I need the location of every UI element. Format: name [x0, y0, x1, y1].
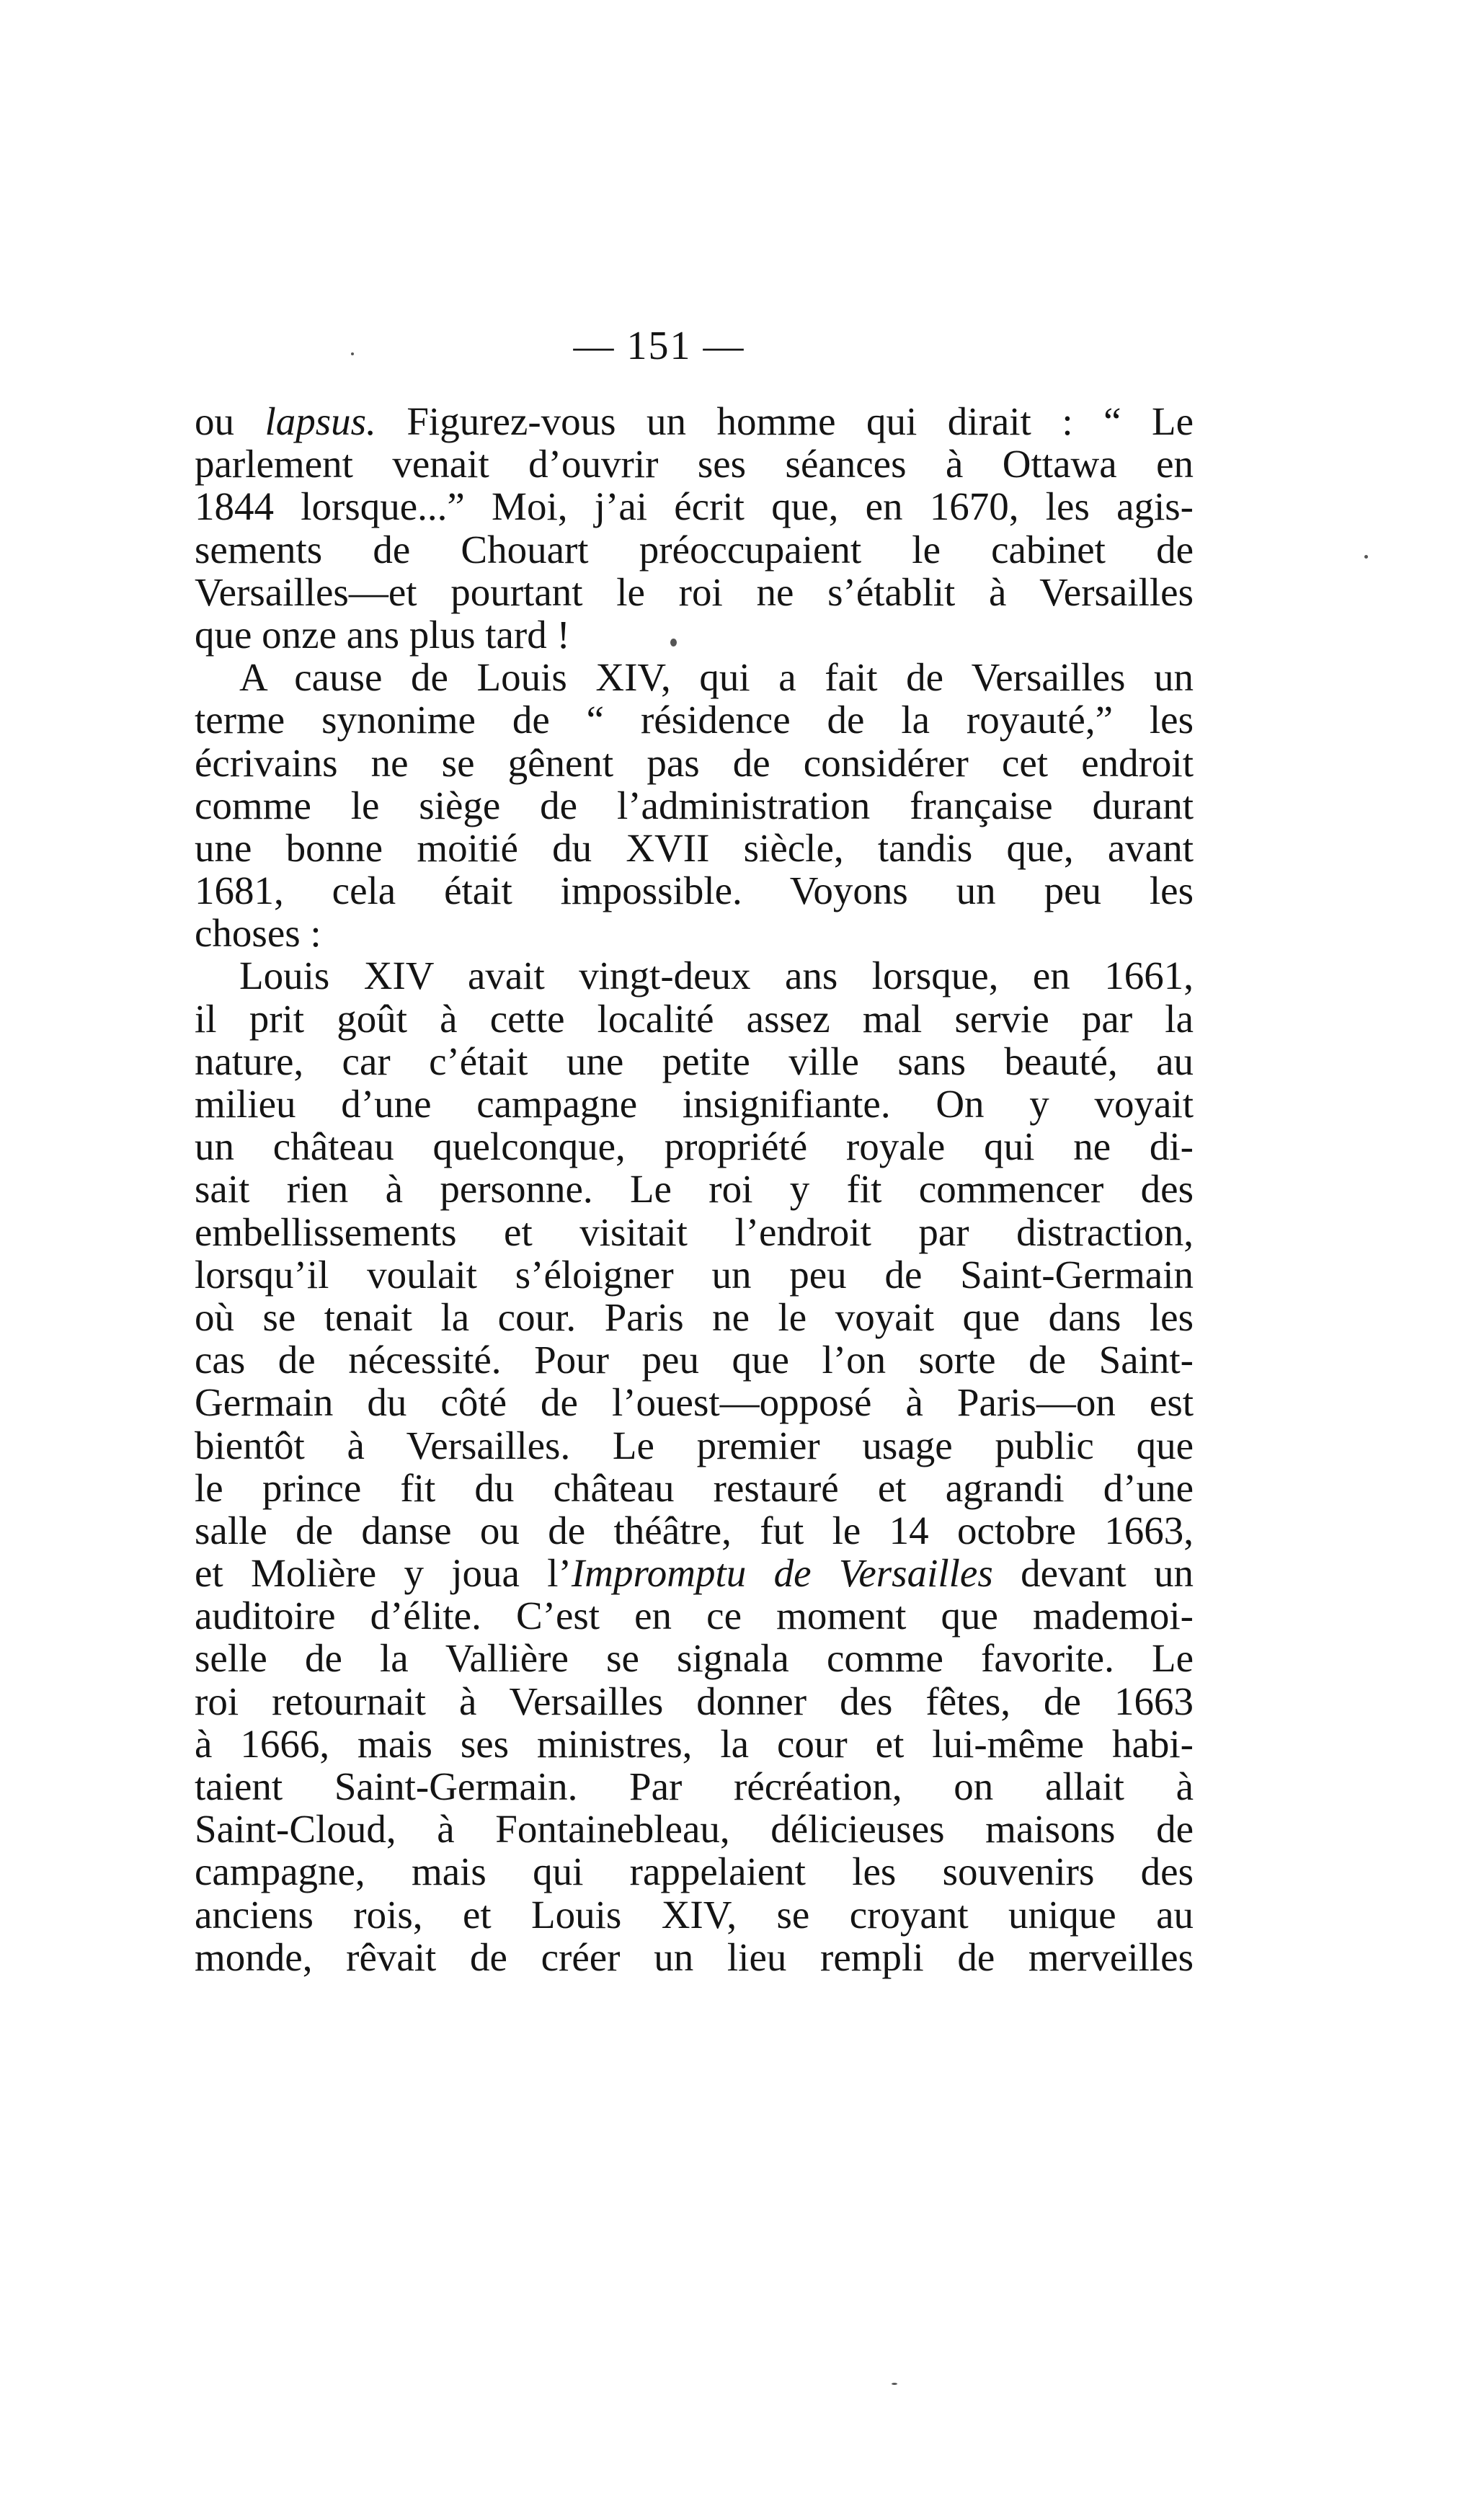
text-segment: sait rien à personne. Le roi y fit commencer des: [195, 1167, 1194, 1212]
text-segment: Versailles—et pourtant le roi ne s’établit à Versailles: [195, 569, 1194, 614]
text-line: [195, 1040, 1194, 1083]
text-line: [195, 613, 1194, 656]
text-line: [195, 1893, 1194, 1936]
text-line: [195, 1253, 1194, 1296]
text-segment: Louis XIV avait vingt-deux ans lorsque, en 1661,: [239, 954, 1194, 998]
text-segment: 1681, cela était impossible. Voyons un peu les: [195, 868, 1194, 913]
text-line: [195, 443, 1194, 485]
text-segment: à 1666, mais ses ministres, la cour et lui-même habi-: [195, 1721, 1194, 1766]
text-segment: anciens rois, et Louis XIV, se croyant unique au: [195, 1892, 1194, 1937]
text-line: [195, 528, 1194, 571]
text-line: [195, 784, 1194, 827]
text-segment: et Molière y joua: [195, 1551, 548, 1596]
text-segment: un château quelconque, propriété royale qui ne di-: [195, 1124, 1194, 1169]
text-line: [195, 1125, 1194, 1168]
text-segment: nature, car c’était une petite ville sans beauté, au: [195, 1039, 1194, 1083]
text-line: [195, 1168, 1194, 1210]
text-segment: selle de la Vallière se signala comme favorite. Le: [195, 1636, 1194, 1681]
text-line: [195, 912, 1194, 954]
text-line: [195, 1211, 1194, 1253]
text-segment: une bonne moitié du XVII siècle, tandis que, avant: [195, 825, 1194, 870]
text-segment: roi retournait à Versailles donner des fêtes, de 1663: [195, 1679, 1194, 1723]
text-segment: que onze ans plus tard !: [195, 612, 570, 657]
text-line: [195, 1765, 1194, 1808]
text-line: [195, 1594, 1194, 1637]
text-line: [195, 997, 1194, 1040]
text-line: [195, 1083, 1194, 1125]
text-line: [195, 742, 1194, 784]
text-segment: où se tenait la cour. Paris ne le voyait que dans les: [195, 1294, 1194, 1339]
text-line: [195, 1808, 1194, 1850]
scan-speck: [892, 2383, 897, 2385]
text-segment: il prit goût à cette localité assez mal servie par la: [195, 996, 1194, 1041]
text-segment: salle de danse ou de théâtre, fut le 14 octobre 1663,: [195, 1508, 1194, 1552]
text-segment: cas de nécessité. Pour peu que l’on sorte de Saint-: [195, 1338, 1194, 1382]
text-line: [195, 1296, 1194, 1338]
text-segment: devant un: [992, 1551, 1194, 1596]
text-line: [195, 1509, 1194, 1552]
page-number: — 151 —: [573, 324, 745, 368]
text-line: [195, 656, 1194, 698]
text-segment: choses :: [195, 911, 321, 956]
text-line: [195, 698, 1194, 741]
text-segment: embellissements et visitait l’endroit par distraction,: [195, 1209, 1194, 1254]
text-segment: Figurez-vous un homme qui dirait : “ Le: [376, 399, 1194, 443]
text-segment: lorsqu’il voulait s’éloigner un peu de Saint-Germain: [195, 1252, 1194, 1297]
text-segment: bientôt à Versailles. Le premier usage public que: [195, 1423, 1194, 1467]
text-line: [195, 954, 1194, 997]
text-segment: 1844 lorsque...” Moi, j’ai écrit que, en 1670, les agis-: [195, 484, 1194, 529]
italic-text: Impromptu de Versailles: [571, 1551, 993, 1596]
text-line: [195, 1723, 1194, 1765]
text-line: [195, 1467, 1194, 1509]
text-segment: terme synonime de “ résidence de la royauté,” les: [195, 698, 1194, 742]
text-segment: monde, rêvait de créer un lieu rempli de merveilles: [195, 1934, 1194, 1979]
text-segment: comme le siège de l’administration française durant: [195, 783, 1194, 827]
text-segment: Saint-Cloud, à Fontainebleau, délicieuses maisons de: [195, 1807, 1194, 1852]
text-segment: sements de Chouart préoccupaient le cabinet de: [195, 527, 1194, 572]
text-line: [195, 827, 1194, 869]
text-segment: auditoire d’élite. C’est en ce moment que mademoi-: [195, 1594, 1194, 1638]
text-line: [195, 1680, 1194, 1723]
text-line: [195, 1637, 1194, 1679]
text-line: [195, 400, 1194, 443]
text-line: [195, 1424, 1194, 1467]
text-line: [195, 1552, 1194, 1594]
text-line: [195, 1338, 1194, 1381]
text-segment: parlement venait d’ouvrir ses séances à Ottawa en: [195, 442, 1194, 486]
text-line: [195, 571, 1194, 613]
text-segment: campagne, mais qui rappelaient les souvenirs des: [195, 1849, 1194, 1894]
italic-text: lapsus.: [265, 399, 376, 443]
text-segment: A cause de Louis XIV, qui a fait de Versailles un: [239, 655, 1194, 700]
text-line: [195, 1850, 1194, 1893]
text-line: [195, 1381, 1194, 1423]
scan-speck: [670, 639, 677, 647]
text-segment: milieu d’une campagne insignifiante. On y voyait: [195, 1082, 1194, 1126]
text-segment: Germain du côté de l’ouest—opposé à Paris—on est: [195, 1380, 1194, 1425]
text-segment: ou: [195, 399, 265, 443]
text-segment: taient Saint-Germain. Par récréation, on allait à: [195, 1764, 1194, 1808]
text-line: [195, 869, 1194, 912]
text-line: [195, 485, 1194, 528]
text-segment: l’: [547, 1551, 572, 1596]
text-line: [195, 1936, 1194, 1978]
text-segment: le prince fit du château restauré et agrandi d’une: [195, 1465, 1194, 1510]
scan-speck: [351, 352, 354, 355]
scan-speck: [1364, 555, 1368, 559]
body-text: [195, 400, 1194, 1978]
text-segment: écrivains ne se gênent pas de considérer cet endroit: [195, 740, 1194, 785]
